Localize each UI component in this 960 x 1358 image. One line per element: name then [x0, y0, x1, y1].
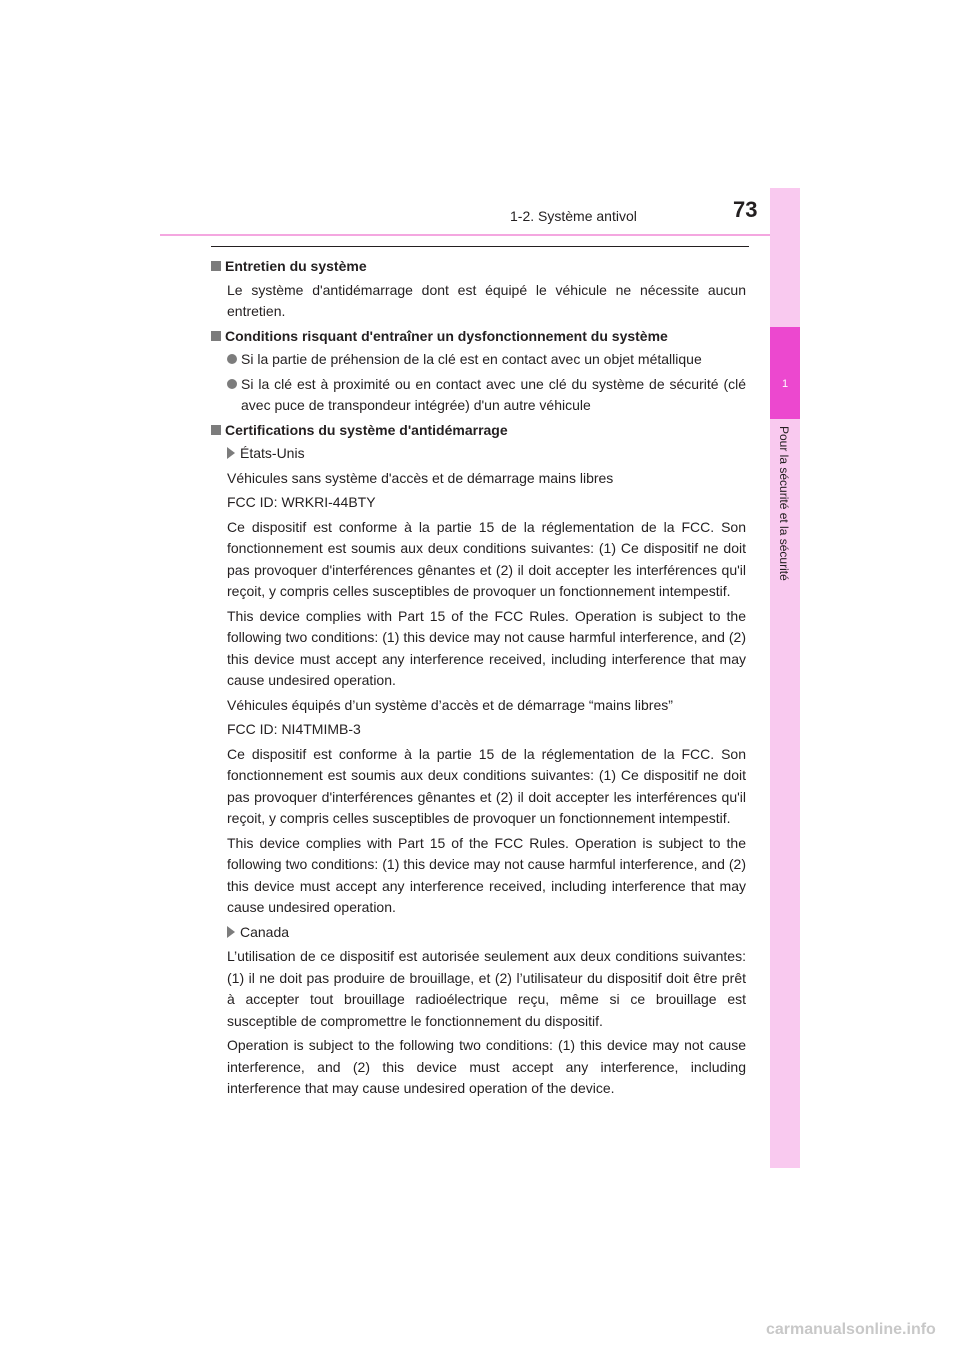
circle-bullet-icon [227, 354, 237, 364]
paragraph: L’utilisation de ce dispositif est autorisée seulement aux deux conditions suivantes: (1) il ne doit pas produire de brouillage, et (2) l’utilisateur du dispositif doit être prêt à accepter tout brouillage radioélectrique reçu, même si ce brouillage est susceptible de compromettre le fonctionnement du dispositif. [227, 948, 746, 1029]
paragraph: Le système d'antidémarrage dont est équipé le véhicule ne nécessite aucun entretien. [227, 281, 746, 319]
subheading-text: Canada [240, 923, 290, 940]
triangle-arrow-icon [227, 926, 235, 938]
paragraph: Ce dispositif est conforme à la partie 15 de la réglementation de la FCC. Son fonctionnement est soumis aux deux conditions suivantes: (1) Ce dispositif ne doit pas provoquer d'interférences gênantes et (2) il doit accepter les interférences qu'il reçoit, y compris celles susceptibles de provoquer un fonctionnement intempestif. [227, 518, 746, 599]
section-heading [211, 420, 746, 442]
circle-bullet-icon [227, 379, 237, 389]
side-tab-active [770, 327, 800, 419]
paragraph: Ce dispositif est conforme à la partie 15 de la réglementation de la FCC. Son fonctionnement est soumis aux deux conditions suivantes: (1) Ce dispositif ne doit pas provoquer d'interférences gênantes et (2) il doit accepter les interférences qu'il reçoit, y compris celles susceptibles de provoquer un fonctionnement intempestif. [227, 745, 746, 826]
header-rule [160, 234, 798, 236]
list-item [227, 374, 746, 417]
side-tab-chapter-title: Pour la sécurité et la sécurité [777, 426, 791, 581]
section-heading [211, 326, 746, 348]
section-heading-text: Certifications du système d'antidémarrage [225, 421, 508, 438]
square-bullet-icon [211, 425, 221, 435]
paragraph: Véhicules équipés d’un système d’accès et de démarrage “mains libres” [227, 696, 673, 713]
list-item-text: Si la clé est à proximité ou en contact avec une clé du système de sécurité (clé avec puce de transpondeur intégrée) d'un autre véhicule [241, 375, 746, 413]
subheading-usa [227, 443, 746, 465]
paragraph: This device complies with Part 15 of the FCC Rules. Operation is subject to the following two conditions: (1) this device may not cause harmful interference, and (2) this device must accept any interference received, including interference that may cause undesired operation. [227, 607, 746, 688]
content-top-rule [211, 246, 749, 247]
fcc-id: FCC ID: WRKRI-44BTY [227, 494, 376, 510]
subheading-canada [227, 922, 746, 944]
subheading-text: États-Unis [240, 445, 305, 461]
fcc-id: FCC ID: NI4TMIMB-3 [227, 721, 361, 737]
page-number: 73 [733, 197, 758, 222]
square-bullet-icon [211, 261, 221, 271]
paragraph: This device complies with Part 15 of the FCC Rules. Operation is subject to the following two conditions: (1) this device may not cause harmful interference, and (2) this device must accept any interference received, including interference that may cause undesired operation. [227, 834, 746, 915]
list-item [227, 349, 746, 371]
section-heading [211, 256, 746, 278]
page-content [211, 256, 746, 1103]
watermark: carmanualsonline.info [766, 1321, 936, 1338]
section-heading-text: Conditions risquant d'entraîner un dysfonctionnement du système [225, 327, 668, 344]
list-item-text: Si la partie de préhension de la clé est en contact avec un objet métallique [241, 351, 702, 367]
section-heading-text: Entretien du système [225, 258, 367, 274]
triangle-arrow-icon [227, 447, 235, 459]
header-section-title: 1-2. Système antivol [510, 208, 637, 224]
side-tab-chapter-number: 1 [781, 378, 789, 390]
square-bullet-icon [211, 331, 221, 341]
paragraph: Véhicules sans système d'accès et de démarrage mains libres [227, 469, 614, 486]
paragraph: Operation is subject to the following two conditions: (1) this device may not cause interference, and (2) this device must accept any interference, including interference that may cause undesired operation of the device. [227, 1037, 746, 1096]
